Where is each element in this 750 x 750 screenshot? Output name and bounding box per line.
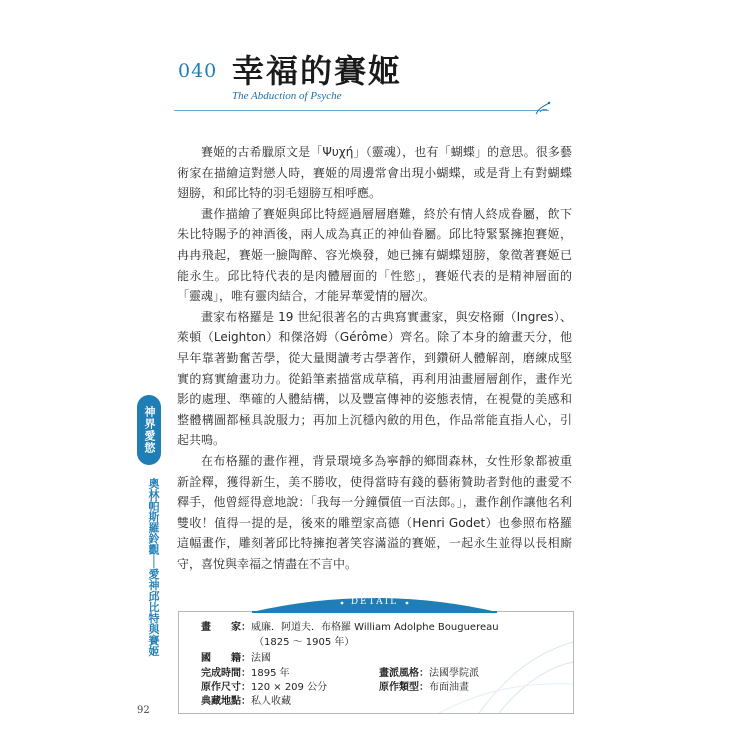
detail-value: 布面油畫 — [429, 682, 469, 693]
detail-painter-years: （1825 ～ 1905 年） — [254, 637, 355, 648]
detail-value: 威廉．阿道夫．布格羅 William Adolphe Bouguereau — [251, 622, 499, 633]
detail-key: 國 籍： — [201, 653, 251, 664]
detail-box — [178, 611, 574, 714]
detail-style — [379, 667, 479, 680]
header-rule — [174, 110, 549, 111]
detail-key: 原作尺寸： — [201, 682, 251, 693]
detail-size — [201, 681, 327, 694]
detail-value: 法國 — [251, 653, 271, 664]
detail-collection — [201, 695, 291, 708]
detail-date — [201, 667, 290, 680]
chapter-title-vertical: 奧林帕斯羅鈴觀──愛神邱比特與賽姬 — [147, 477, 160, 657]
detail-label: DETAIL — [350, 597, 399, 607]
detail-nationality — [201, 652, 271, 665]
article-title: 幸福的賽姬 — [232, 52, 403, 90]
article-number: 040 — [178, 60, 218, 82]
article-header — [172, 42, 572, 122]
detail-painter — [201, 621, 499, 634]
detail-key: 典藏地點： — [201, 696, 251, 707]
detail-key: 畫 家： — [201, 622, 251, 633]
paragraph: 畫作描繪了賽姬與邱比特經過層層磨難，終於有情人終成眷屬，飲下朱比特賜予的神酒後，兩人成為真正的神仙眷屬。邱比特緊緊擁抱賽姬，冉冉飛起，賽姬一臉陶醉、容光煥發，她已擁有蝴蝶翅膀，象徵著賽姬已能永生。邱比特代表的是肉體層面的「性慾」，賽姬代表的是精神層面的「靈魂」，唯有靈肉結合，才能昇華愛情的層次。 — [177, 206, 572, 304]
paragraph: 畫家布格羅是 19 世紀很著名的古典寫實畫家，與安格爾（Ingres）、萊頓（Leighton）和傑洛姆（Gérôme）齊名。除了本身的繪畫天分，他早年靠著勤奮苦學，從大量閱讀考古學著作，到鑽研人體解剖，磨練成堅實的寫實繪畫功力。從鉛筆素描當成草稿，再利用油畫層層創作，畫作光影的處理、準確的人體結構，以及豐富傳神的姿態表情，在視覺的美感和整體構圖都極具說服力；再加上沉穩內斂的用色，作品常能直指人心，引起共鳴。 — [177, 309, 572, 448]
paragraph: 賽姬的古希臘原文是「Ψυχή」（靈魂），也有「蝴蝶」的意思。很多藝術家在描繪這對戀人時，賽姬的周邊常會出現小蝴蝶，或是背上有對蝴蝶翅膀，和邱比特的羽毛翅膀互相呼應。 — [177, 145, 572, 201]
detail-key: 畫派風格： — [379, 668, 429, 679]
article-body — [177, 142, 572, 574]
detail-type — [379, 681, 469, 694]
detail-value: 120 × 209 公分 — [251, 682, 328, 693]
detail-value: 私人收藏 — [251, 696, 291, 707]
detail-value: 法國學院派 — [429, 668, 479, 679]
detail-key: 原作類型： — [379, 682, 429, 693]
page-number: 92 — [137, 705, 150, 716]
chapter-side-tab — [137, 395, 161, 665]
section-tab: 神界愛慾 — [137, 395, 161, 465]
detail-key: 完成時間： — [201, 668, 251, 679]
detail-value: 1895 年 — [251, 668, 290, 679]
paragraph: 在布格羅的畫作裡，背景環境多為寧靜的鄉間森林，女性形象都被重新詮釋，獲得新生，美不勝收，使得當時有錢的藝術贊助者對他的畫愛不釋手，他曾經得意地說：「我每一分鐘價值一百法郎。」，畫作創作讓他名利雙收！值得一提的是，後來的雕塑家高德（Henri Godet）也參照布格羅這幅畫作，雕刻著邱比特擁抱著笑容滿溢的賽姬，一起永生並得以長相廝守，喜悅與幸福之情盡在不言中。 — [177, 453, 572, 571]
flourish-ornament-icon — [534, 100, 552, 118]
article-subtitle: The Abduction of Psyche — [232, 90, 342, 102]
